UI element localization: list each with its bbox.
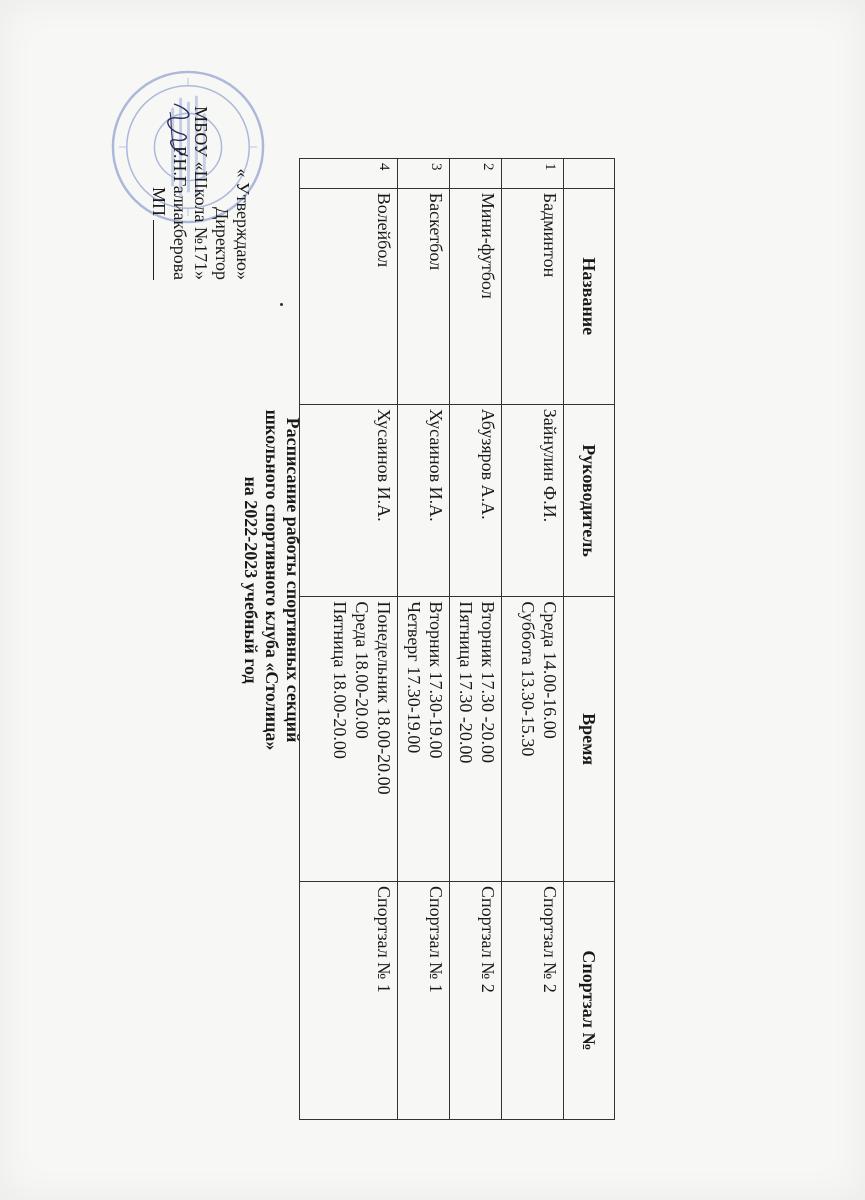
- ink-dot: [280, 303, 283, 306]
- table-header-row: [564, 159, 615, 1120]
- section-leader: Хусаинов И.А.: [300, 404, 398, 597]
- section-leader: Абузяров А.А.: [450, 404, 502, 597]
- header-hall: Спортзал №: [564, 881, 615, 1119]
- time-slot: Пятница 17.30 -20.00: [456, 601, 476, 764]
- time-slot: Понедельник 18.00-20.00: [374, 601, 394, 795]
- section-time: [450, 597, 502, 882]
- section-time: [300, 597, 398, 882]
- approval-line-1: « Утверждаю»: [233, 168, 253, 280]
- section-name: Бадминтон: [502, 188, 564, 404]
- table-row: [502, 159, 564, 1120]
- row-number: 3: [398, 159, 450, 189]
- approval-line-2: Директор: [212, 206, 232, 280]
- time-slot: Среда 18.00-20.00: [352, 601, 372, 739]
- header-time: Время: [564, 597, 615, 882]
- section-name: Баскетбол: [398, 188, 450, 404]
- section-time: [398, 597, 450, 882]
- section-name: Волейбол: [300, 188, 398, 404]
- section-leader: Хусаинов И.А.: [398, 404, 450, 597]
- time-slot: Среда 14.00-16.00: [540, 601, 560, 739]
- row-number: 2: [450, 159, 502, 189]
- row-number: 1: [502, 159, 564, 189]
- table-row: [450, 159, 502, 1120]
- time-slot: Вторник 17.30-19.00: [426, 601, 446, 759]
- document-title: [240, 330, 303, 830]
- header-number: [564, 159, 615, 189]
- time-slot: Четверг 17.30-19.00: [404, 601, 424, 754]
- table-row: [398, 159, 450, 1120]
- header-leader: Руководитель: [564, 404, 615, 597]
- signature-icon: [160, 100, 200, 160]
- section-leader: Зайнулин Ф.И.: [502, 404, 564, 597]
- title-line-2: школьного спортивного клуба «Столица»: [262, 409, 282, 751]
- time-slot: Пятница 18.00-20.00: [330, 601, 350, 759]
- table-row: [300, 159, 398, 1120]
- header-name: Название: [564, 188, 615, 404]
- section-hall: Спортзал № 1: [398, 881, 450, 1119]
- row-number: 4: [300, 159, 398, 189]
- stamp-place-label: МП: [149, 186, 169, 216]
- time-slot: Суббота 13.30-15.30: [518, 601, 538, 757]
- title-line-3: на 2022-2023 учебный год: [241, 476, 261, 684]
- title-line-1: Расписание работы спортивных секций: [283, 417, 303, 743]
- signature-line: [153, 220, 154, 280]
- section-name: Мини-футбол: [450, 188, 502, 404]
- time-slot: Вторник 17.30 -20.00: [478, 601, 498, 764]
- section-time: [502, 597, 564, 882]
- section-hall: Спортзал № 1: [300, 881, 398, 1119]
- section-hall: Спортзал № 2: [450, 881, 502, 1119]
- schedule-table: [299, 158, 615, 1120]
- approval-line-4: Р.Н.Галиакберова: [170, 146, 190, 280]
- approval-line-3: МБОУ «Школа №171»: [191, 106, 211, 280]
- section-hall: Спортзал № 2: [502, 881, 564, 1119]
